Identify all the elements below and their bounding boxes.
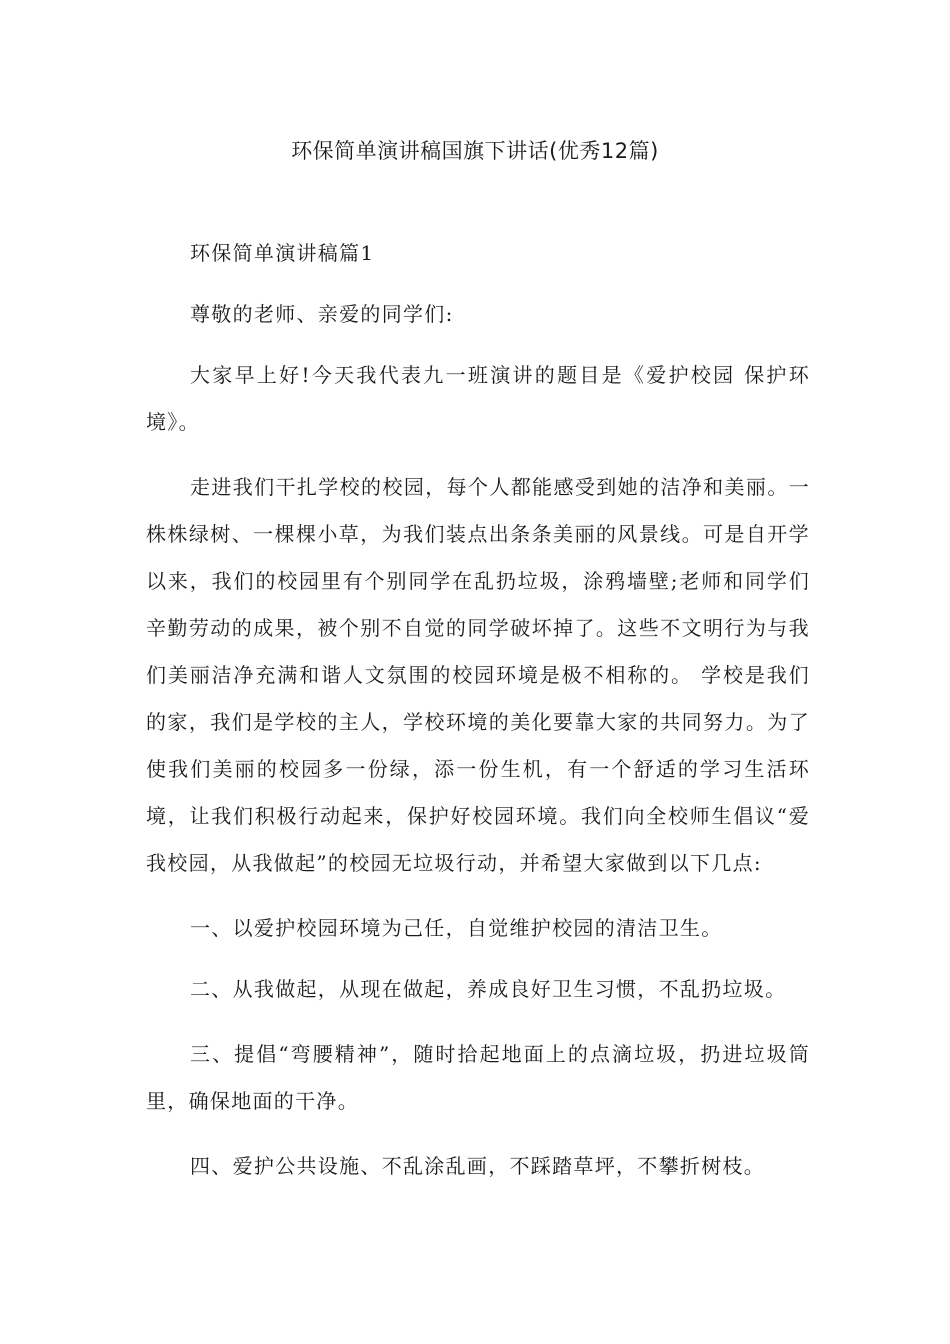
- document-title: 环保简单演讲稿国旗下讲话(优秀12篇): [291, 139, 659, 163]
- point-three-paragraph: 三、提倡“弯腰精神”，随时拾起地面上的点滴垃圾，扔进垃圾筒里，确保地面的干净。: [146, 1042, 810, 1113]
- greeting-paragraph: 大家早上好!今天我代表九一班演讲的题目是《爱护校园 保护环境》。: [146, 363, 810, 434]
- point-four-paragraph: 四、爱护公共设施、不乱涂乱画，不踩踏草坪，不攀折树枝。: [190, 1154, 766, 1178]
- point-one-paragraph: 一、以爱护校园环境为己任，自觉维护校园的清洁卫生。: [190, 916, 723, 940]
- section-heading: 环保简单演讲稿篇1: [190, 241, 375, 265]
- point-two-paragraph: 二、从我做起，从现在做起，养成良好卫生习惯，不乱扔垃圾。: [190, 977, 787, 1001]
- main-paragraph: 走进我们干扎学校的校园，每个人都能感受到她的洁净和美丽。一株株绿树、一棵棵小草，为我们装点出条条美丽的风景线。可是自开学以来，我们的校园里有个别同学在乱扔垃圾，涂鸦墙壁;老师和同学们辛勤劳动的成果，被个别不自觉的同学破坏掉了。这些不文明行为与我们美丽洁净充满和谐人文氛围的校园环境是极不相称的。 学校是我们的家，我们是学校的主人，学校环境的美化要靠大家的共同努力。为了使我们美丽的校园多一份绿，添一份生机，有一个舒适的学习生活环境，让我们积极行动起来，保护好校园环境。我们向全校师生倡议“爱我校园，从我做起”的校园无垃圾行动，并希望大家做到以下几点:: [146, 475, 810, 875]
- document-body: [146, 230, 810, 1204]
- salutation-paragraph: 尊敬的老师、亲爱的同学们:: [190, 302, 454, 326]
